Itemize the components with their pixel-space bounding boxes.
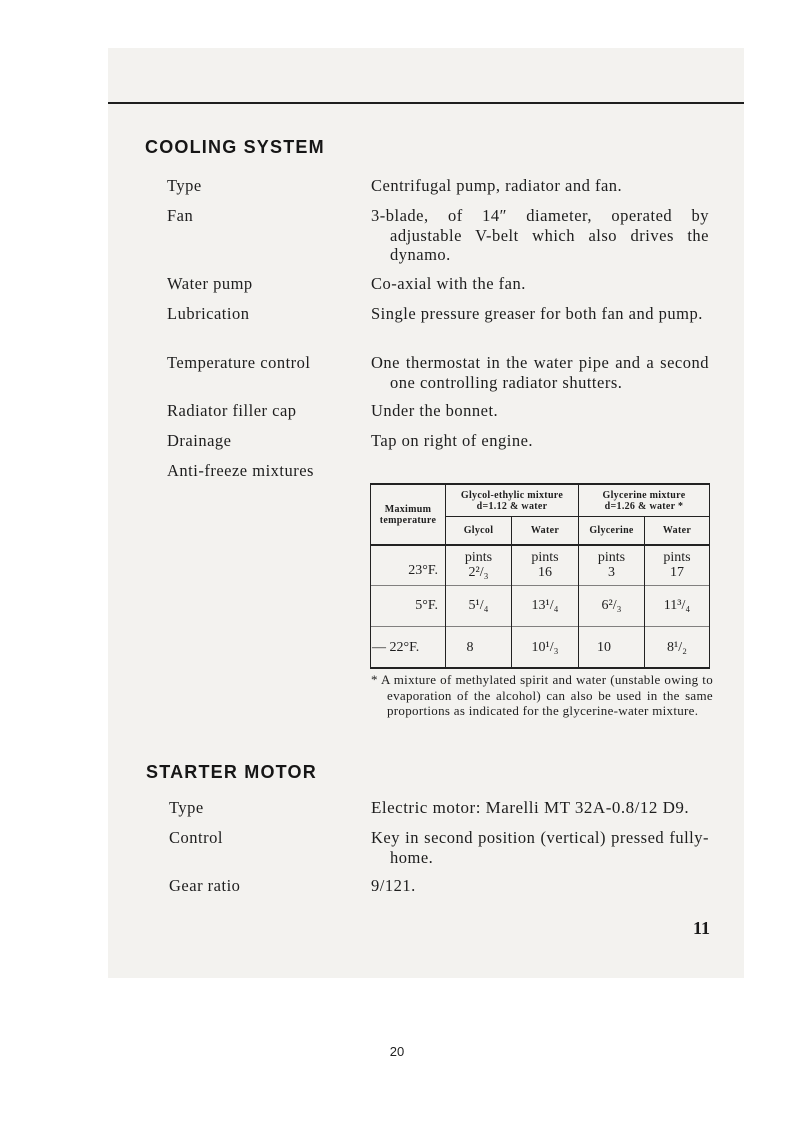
table-cell-glycol: 8 — [466, 639, 474, 655]
spec-value-control: Key in second position (vertical) pressed fully-home. — [371, 828, 709, 867]
header-glycol-group-line2: d=1.12 & water — [476, 500, 548, 512]
table-cell-water-glycol: 10¹/₃ — [531, 639, 559, 655]
header-glycerine-group — [579, 485, 709, 516]
spec-value-drainage: Tap on right of engine. — [371, 431, 534, 450]
header-glycol: Glycol — [463, 525, 494, 536]
table-header-divider — [370, 544, 710, 546]
spec-value-water-pump: Co-axial with the fan. — [371, 274, 526, 293]
table-cell-glycerine: 6²/₃ — [601, 597, 622, 613]
top-rule — [108, 102, 744, 104]
spec-label-gear-ratio: Gear ratio — [169, 876, 241, 895]
spec-label-control: Control — [169, 828, 223, 847]
anti-freeze-footnote: * A mixture of methylated spirit and water (unstable owing to evaporation of the alcohol) can also be used in the same proportions as indicated for the glycerine-water mixture. — [371, 672, 713, 718]
header-max-temperature — [372, 487, 444, 543]
spec-label-temperature-control: Temperature control — [167, 353, 311, 372]
spec-label-anti-freeze: Anti-freeze mixtures — [167, 461, 314, 480]
table-cell-unit: pints — [464, 549, 493, 565]
table-cell-glycol — [446, 547, 511, 583]
spec-label-type: Type — [167, 176, 202, 195]
table-row-divider — [370, 626, 710, 627]
table-cell-value: 2²/₃ — [468, 564, 489, 580]
header-glycerine-group-line2: d=1.26 & water * — [604, 500, 684, 512]
table-right-border — [709, 483, 710, 669]
table-cell-temp: 23°F. — [408, 562, 438, 578]
anti-freeze-table — [370, 483, 710, 669]
table-cell-glycol: 5¹/₄ — [468, 597, 489, 613]
header-water-glycol: Water — [530, 525, 560, 536]
table-bottom-border — [370, 667, 710, 669]
header-glycol-group — [446, 485, 578, 516]
page-number: 11 — [692, 918, 710, 938]
header-glycerine: Glycerine — [589, 525, 634, 536]
header-glycol-group-line1: Glycol-ethylic mixture — [460, 489, 564, 501]
spec-value-temperature-control: One thermostat in the water pipe and a second one controlling radiator shutters. — [371, 353, 709, 392]
cooling-system-heading: COOLING SYSTEM — [145, 137, 325, 157]
spec-label-lubrication: Lubrication — [167, 304, 250, 323]
starter-motor-heading: STARTER MOTOR — [146, 762, 317, 782]
table-cell-value: 3 — [608, 564, 615, 580]
table-cell-value: 17 — [670, 564, 684, 580]
spec-value-fan: 3-blade, of 14″ diameter, operated by adjustable V-belt which also drives the dynamo. — [371, 206, 709, 264]
table-cell-glycerine: 10 — [597, 639, 611, 655]
table-cell-water-glycerine: 8¹/₂ — [667, 639, 687, 655]
header-max-temperature-label: Maximum temperature — [379, 504, 437, 526]
header-water-glycerine: Water — [662, 525, 692, 536]
spec-label-starter-type: Type — [169, 798, 204, 817]
table-cell-glycerine — [579, 547, 644, 583]
spec-label-fan: Fan — [167, 206, 194, 225]
table-left-border — [370, 483, 371, 669]
table-cell-temp: — 22°F. — [372, 639, 420, 655]
spec-value-starter-type: Electric motor: Marelli MT 32A-0.8/12 D9. — [371, 798, 690, 817]
table-cell-water-glycerine — [645, 547, 709, 583]
spec-label-drainage: Drainage — [167, 431, 232, 450]
table-cell-water-glycol: 13¹/₄ — [531, 597, 559, 613]
spec-value-radiator-filler-cap: Under the bonnet. — [371, 401, 499, 420]
table-cell-water-glycerine: 11³/₄ — [663, 597, 691, 613]
header-glycerine-group-line1: Glycerine mixture — [602, 489, 686, 501]
table-row-divider — [370, 585, 710, 586]
spec-value-gear-ratio: 9/121. — [371, 876, 416, 895]
spec-label-radiator-filler-cap: Radiator filler cap — [167, 401, 297, 420]
pdf-page-index: 20 — [389, 1044, 405, 1059]
table-cell-unit: pints — [597, 549, 626, 565]
spec-value-type: Centrifugal pump, radiator and fan. — [371, 176, 623, 195]
table-cell-temp: 5°F. — [415, 597, 438, 613]
table-cell-unit: pints — [663, 549, 691, 565]
spec-label-water-pump: Water pump — [167, 274, 253, 293]
table-cell-unit: pints — [531, 549, 559, 565]
table-cell-water-glycol — [512, 547, 578, 583]
spec-value-lubrication: Single pressure greaser for both fan and pump. — [371, 304, 703, 323]
table-cell-value: 16 — [538, 564, 552, 580]
